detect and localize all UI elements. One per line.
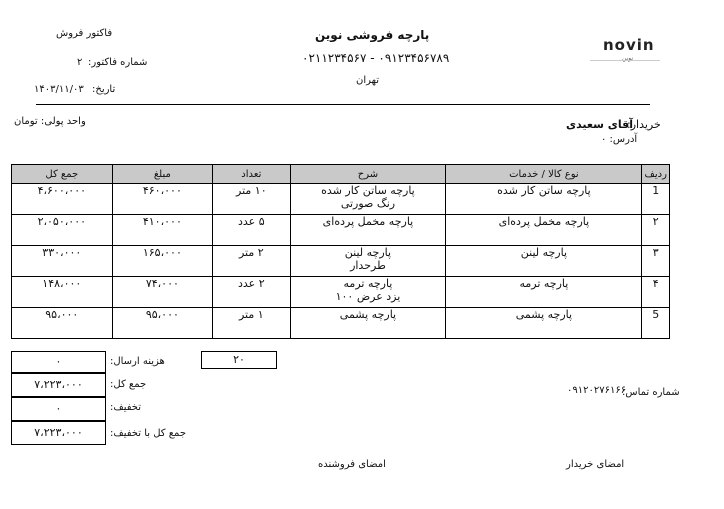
currency-unit: واحد پولی: تومان: [14, 116, 86, 127]
col-header-line-total: جمع کل: [12, 165, 113, 184]
buyer-name: آقای سعیدی: [566, 118, 633, 131]
description-line-1: پارچه مخمل پرده‌ای: [322, 215, 414, 228]
row-number: 1: [642, 184, 670, 215]
description-line-1: پارچه ساتن کار شده: [321, 184, 415, 197]
item-quantity: ۲ متر: [213, 246, 290, 277]
final-total-value: ۷،۲۲۳،۰۰۰: [11, 421, 106, 445]
item-type: پارچه مخمل پرده‌ای: [446, 215, 642, 246]
shipping-cost-label: هزینه ارسال:: [110, 356, 165, 367]
item-quantity: ۵ عدد: [213, 215, 290, 246]
item-price: ۹۵،۰۰۰: [112, 308, 213, 339]
row-number: ۳: [642, 246, 670, 277]
item-quantity: ۱۰ متر: [213, 184, 290, 215]
shipping-cost-value: ۰: [11, 351, 106, 373]
invoice-number: ۲: [77, 57, 83, 68]
description-line-1: پارچه پشمی: [339, 308, 397, 321]
item-price: ۴۶۰،۰۰۰: [112, 184, 213, 215]
invoice-date-label: تاریخ:: [92, 84, 116, 95]
description-line-1: پارچه ترمه: [343, 277, 393, 290]
discount-label: تخفیف:: [110, 402, 142, 413]
item-quantity: ۲ عدد: [213, 277, 290, 308]
table-row: [12, 184, 670, 215]
buyer-address: آدرس: ۰: [601, 134, 638, 145]
item-price: ۱۶۵،۰۰۰: [112, 246, 213, 277]
item-total: ۴،۶۰۰،۰۰۰: [12, 184, 113, 215]
invoice-items-table: [11, 164, 670, 339]
table-row: [12, 277, 670, 308]
item-description: [290, 184, 446, 215]
buyer-label: خریدار:: [627, 118, 661, 131]
row-number: ۲: [642, 215, 670, 246]
item-total: ۳۳۰،۰۰۰: [12, 246, 113, 277]
logo-underline: [590, 60, 660, 61]
final-total-label: جمع کل با تخفیف:: [110, 428, 187, 439]
description-line-2: طرحدار: [350, 259, 386, 272]
table-row: [12, 246, 670, 277]
seller-signature-label: امضای فروشنده: [318, 459, 386, 470]
item-description: [290, 246, 446, 277]
total-label: جمع کل:: [110, 379, 147, 390]
col-header-row-number: ردیف: [642, 165, 670, 184]
item-type: پارچه پشمی: [446, 308, 642, 339]
shop-phones: ۰۲۱۱۲۳۴۵۶۷ - ۰۹۱۲۳۴۵۶۷۸۹: [302, 51, 450, 65]
company-logo: novin: [603, 36, 655, 54]
description-line-2: رنگ صورتی: [340, 197, 396, 210]
item-description: [290, 308, 446, 339]
col-header-description: شرح: [290, 165, 446, 184]
col-header-unit-price: مبلغ: [112, 165, 213, 184]
description-line-1: پارچه لینن: [344, 246, 392, 259]
contact-phone-label: شماره تماس:: [622, 387, 680, 398]
description-line-2: یزد عرض ۱۰۰: [335, 290, 401, 303]
quantity-sum: ۲۰: [201, 351, 277, 369]
shop-city: تهران: [356, 75, 380, 86]
col-header-quantity: تعداد: [213, 165, 290, 184]
item-type: پارچه لینن: [446, 246, 642, 277]
col-header-item-type: نوع کالا / خدمات: [446, 165, 642, 184]
header-separator: [36, 104, 650, 105]
item-total: ۹۵،۰۰۰: [12, 308, 113, 339]
invoice-number-label: شماره فاکتور:: [88, 57, 148, 68]
item-type: پارچه ساتن کار شده: [446, 184, 642, 215]
item-total: ۲،۰۵۰،۰۰۰: [12, 215, 113, 246]
table-header-row: [12, 165, 670, 184]
item-total: ۱۴۸،۰۰۰: [12, 277, 113, 308]
shop-name: پارچه فروشی نوین: [315, 28, 430, 42]
item-price: ۷۴،۰۰۰: [112, 277, 213, 308]
discount-value: ۰: [11, 397, 106, 421]
invoice-date: ۱۴۰۳/۱۱/۰۳: [34, 84, 84, 95]
row-number: ۴: [642, 277, 670, 308]
document-type: فاکتور فروش: [56, 28, 113, 39]
item-quantity: ۱ متر: [213, 308, 290, 339]
total-value: ۷،۲۲۳،۰۰۰: [11, 373, 106, 397]
item-description: [290, 215, 446, 246]
company-logo-subtitle: نوین: [622, 55, 634, 62]
item-type: پارچه ترمه: [446, 277, 642, 308]
contact-phone: ۰۹۱۲۰۲۷۶۱۶۶: [567, 385, 627, 396]
table-row: [12, 308, 670, 339]
item-description: [290, 277, 446, 308]
item-price: ۴۱۰،۰۰۰: [112, 215, 213, 246]
row-number: 5: [642, 308, 670, 339]
buyer-signature-label: امضای خریدار: [566, 459, 625, 470]
table-row: [12, 215, 670, 246]
